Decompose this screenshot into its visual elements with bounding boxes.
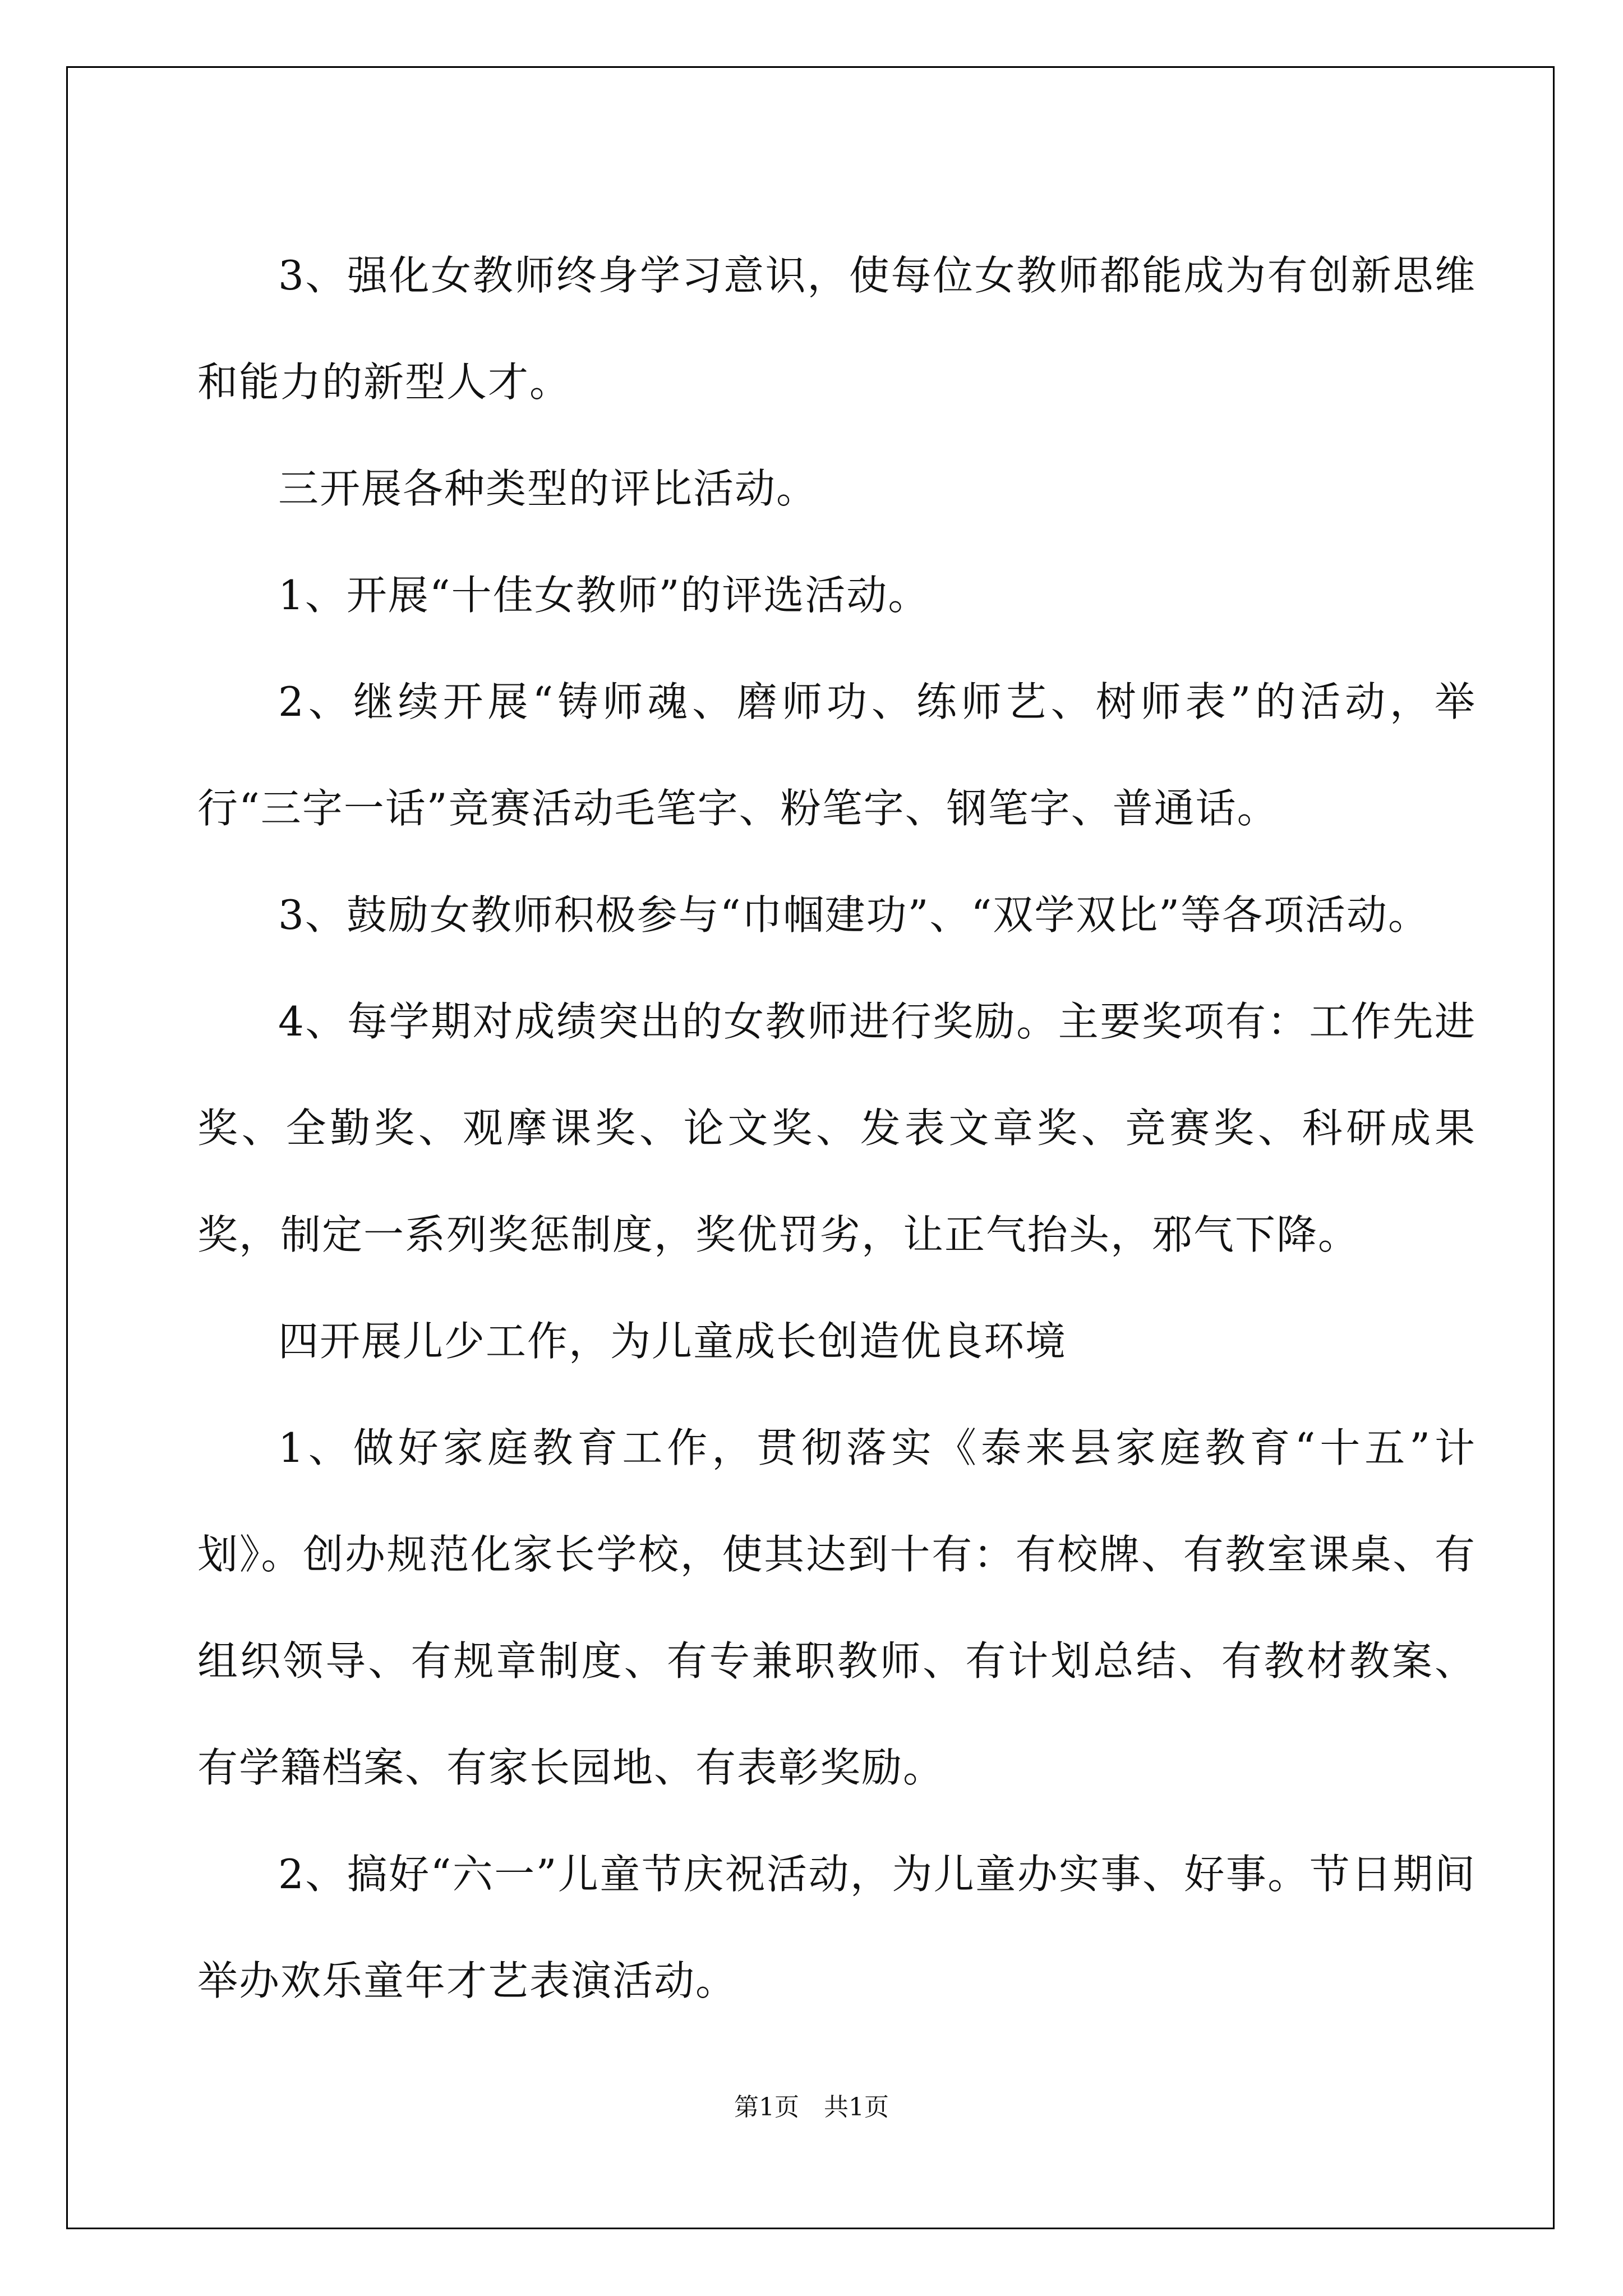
page-footer (0, 2087, 1623, 2123)
paragraph: 1、开展“十佳女教师”的评选活动。 (278, 572, 930, 619)
paragraph: 4、每学期对成绩突出的女教师进行奖励。主要奖项有：工作先进奖、全勤奖、观摩课奖、论文奖、发表文章奖、竞赛奖、科研成果奖，制定一系列奖惩制度，奖优罚劣，让正气抬头，邪气下降。 (197, 998, 1476, 1258)
section-heading: 三开展各种类型的评比活动。 (278, 465, 818, 512)
paragraph: 2、继续开展“铸师魂、磨师功、练师艺、树师表”的活动，举行“三字一话”竞赛活动毛笔字、粉笔字、钢笔字、普通话。 (197, 678, 1476, 832)
page-number: 第1页 共1页 (734, 2093, 889, 2122)
paragraph: 1、做好家庭教育工作，贯彻落实《泰来县家庭教育“十五”计划》。创办规范化家长学校，使其达到十有：有校牌、有教室课桌、有组织领导、有规章制度、有专兼职教师、有计划总结、有教材教案、有学籍档案、有家长园地、有表彰奖励。 (197, 1424, 1476, 1791)
section-heading: 四开展儿少工作，为儿童成长创造优良环境 (278, 1318, 1067, 1365)
paragraph: 3、鼓励女教师积极参与“巾帼建功”、“双学双比”等各项活动。 (278, 891, 1430, 938)
paragraph: 2、搞好“六一”儿童节庆祝活动，为儿童办实事、好事。节日期间举办欢乐童年才艺表演活动。 (197, 1851, 1476, 2004)
paragraph: 3、强化女教师终身学习意识，使每位女教师都能成为有创新思维和能力的新型人才。 (197, 252, 1476, 406)
document-body (197, 222, 1476, 2034)
